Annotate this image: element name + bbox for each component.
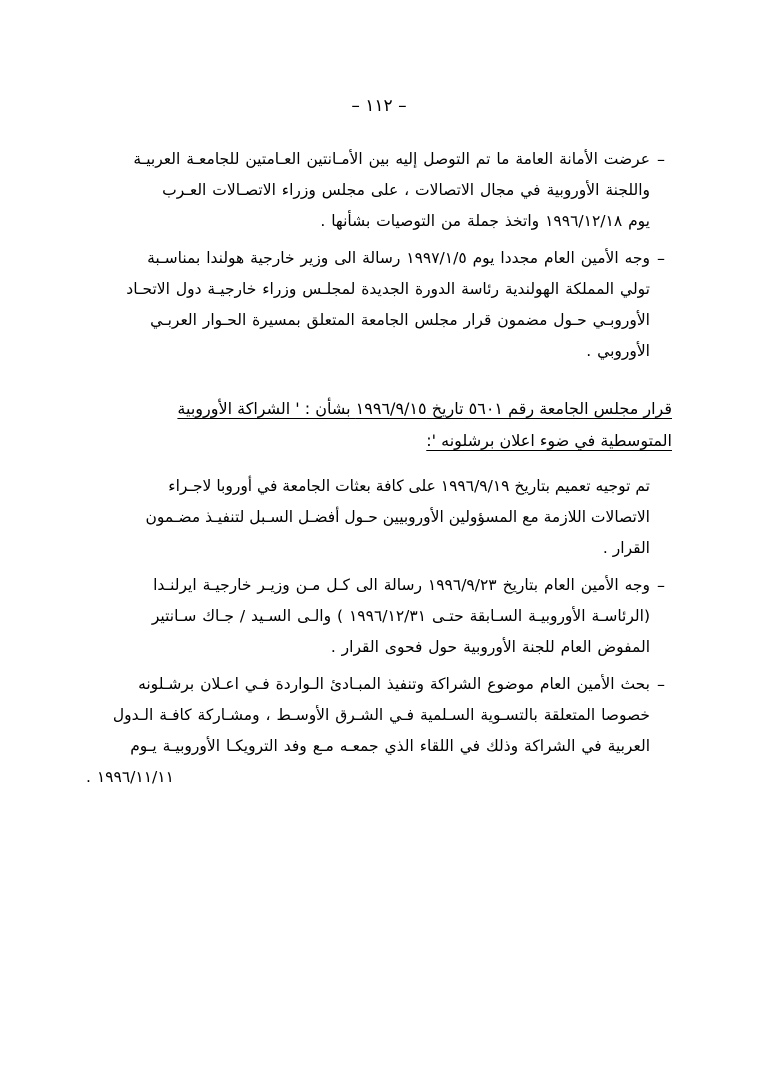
paragraph-line: الاتصالات اللازمة مع المسؤولين الأوروبيين حـول أفضـل السـبل لتنفيـذ مضـمون: [145, 508, 650, 526]
heading-line-text: المتوسطية في ضوء اعلان برشلونه ':: [426, 431, 672, 450]
heading-line-text: قرار مجلس الجامعة رقم ٥٦٠١ تاريخ ١٩٩٦/٩/١٥ بشأن : ' الشراكة الأوروبية: [177, 399, 672, 418]
paragraph-line: تم توجيه تعميم بتاريخ ١٩٩٦/٩/١٩ على كافة بعثات الجامعة في أوروبا لاجـراء: [168, 477, 650, 495]
section-heading: [86, 393, 672, 457]
paragraph-line: يوم ١٩٩٦/١٢/١٨ واتخذ جملة من التوصيات بشأنها .: [320, 212, 650, 230]
dash-marker: –: [657, 576, 665, 595]
paragraph-text: [86, 243, 650, 367]
list-item: [86, 243, 672, 367]
paragraph-line: بحث الأمين العام موضوع الشراكة وتنفيذ المبـادئ الـواردة فـي اعـلان برشـلونه: [138, 675, 650, 693]
dash-marker: –: [657, 249, 665, 268]
paragraph-line: وجه الأمين العام مجددا يوم ١٩٩٧/١/٥ رسالة الى وزير خارجية هولندا بمناسـبة: [147, 249, 650, 267]
list-item: [86, 669, 672, 793]
heading-line: [86, 393, 672, 425]
dash-marker: –: [657, 675, 665, 694]
list-item: [86, 144, 672, 237]
dash-marker: –: [657, 150, 665, 169]
heading-line: [86, 425, 672, 457]
paragraph-line: ١٩٩٦/١١/١١ .: [86, 768, 174, 786]
paragraph-line: الأوروبي .: [586, 342, 650, 360]
paragraph-line: عرضت الأمانة العامة ما تم التوصل إليه بين الأمـانتين العـامتين للجامعـة العربيـة: [133, 150, 650, 168]
paragraph-line: القرار .: [602, 539, 650, 557]
page-number: – ١١٢ –: [351, 96, 407, 116]
section-body: [86, 471, 672, 793]
paragraph-text: [86, 669, 650, 793]
paragraph-line: خصوصا المتعلقة بالتسـوية السـلمية فـي الشـرق الأوسـط ، ومشـاركة كافـة الـدول: [112, 706, 650, 724]
paragraph-text: [86, 471, 672, 564]
paragraph-text: [86, 570, 650, 663]
paragraph-line: المفوض العام للجنة الأوروبية حول فحوى القرار .: [330, 638, 650, 656]
paragraph-line: (الرئاسـة الأوروبيـة السـابقة حتـى ١٩٩٦/١٢/٣١ ) والـى السـيد / جـاك سـانتير: [151, 607, 650, 625]
paragraph-line: وجه الأمين العام بتاريخ ١٩٩٦/٩/٢٣ رسالة الى كـل مـن وزيـر خارجيـة ايرلنـدا: [153, 576, 650, 594]
paragraph-line: الأوروبـي حـول مضمون قرار مجلس الجامعة المتعلق بمسيرة الحـوار العربـي: [150, 311, 650, 329]
paragraph-line: تولي المملكة الهولندية رئاسة الدورة الجديدة لمجلـس وزراء خارجيـة دول الاتحـاد: [126, 280, 650, 298]
list-item: [86, 570, 672, 663]
paragraph-line: العربية في الشراكة وذلك في اللقاء الذي جمعـه مـع وفد الترويكـا الأوروبيـة يـوم: [130, 737, 650, 755]
paragraph-line: واللجنة الأوروبية في مجال الاتصالات ، على مجلس وزراء الاتصـالات العـرب: [162, 181, 650, 199]
paragraph-text: [86, 144, 650, 237]
